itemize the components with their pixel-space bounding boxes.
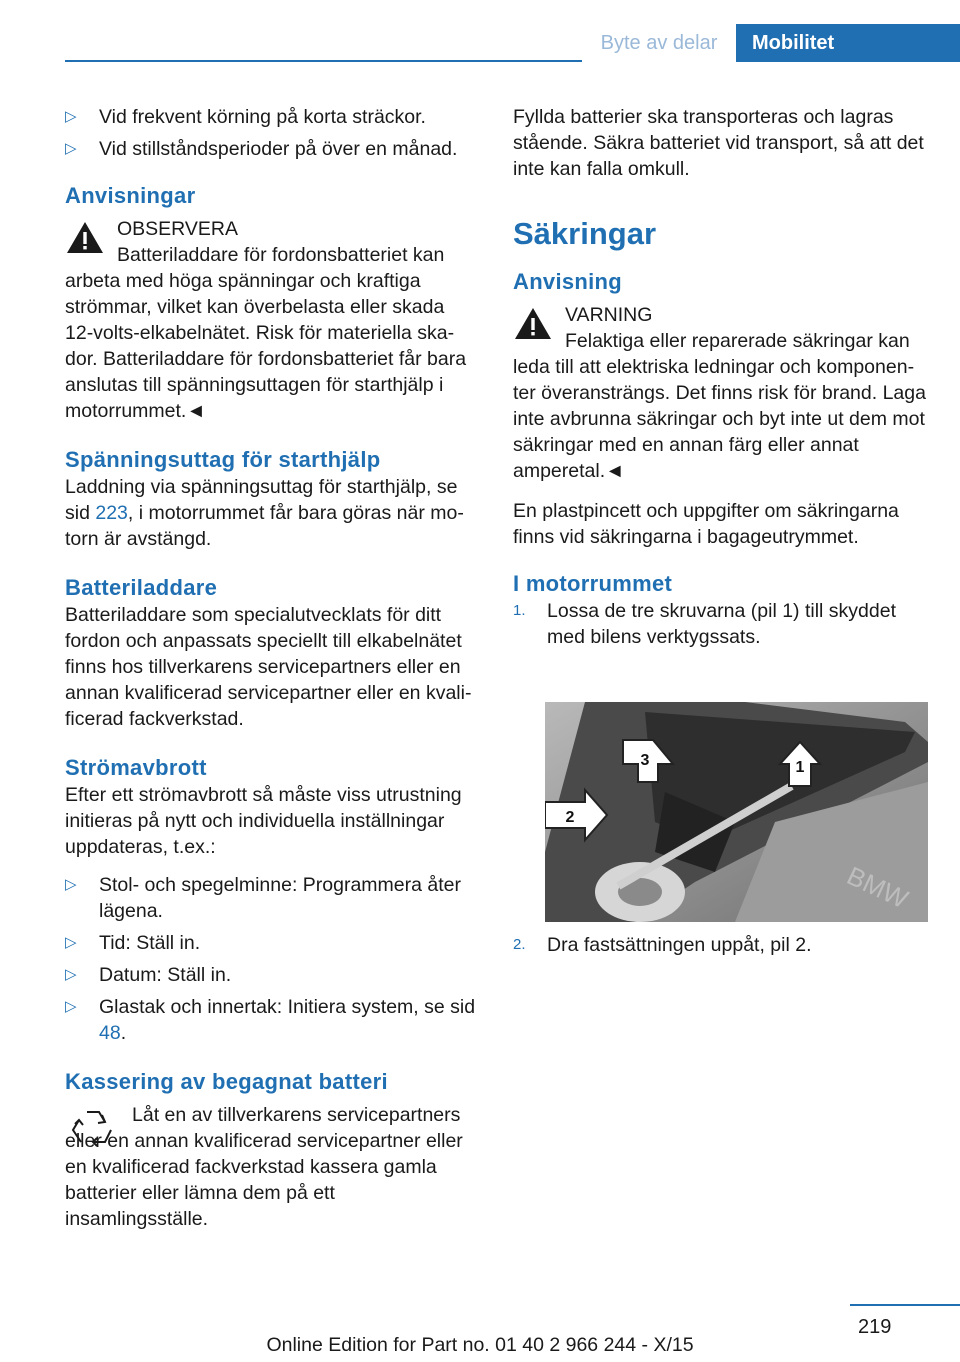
list-item: ▷ Vid stillståndsperioder på över en månad. [65,138,458,160]
recycle-box [65,1102,479,1232]
recycle-icon [65,1102,121,1158]
page-number: 219 [858,1316,892,1338]
warning-triangle-icon [513,306,553,342]
bullet-triangle-icon: ▷ [65,966,77,983]
engine-bay-image [545,702,928,922]
bullet-triangle-icon: ▷ [65,998,77,1015]
list-item: ▷ Vid frekvent körning på korta sträckor. [65,106,426,128]
warning-triangle-icon [65,220,105,256]
list-item: ▷ Datum: Ställ in. [65,964,232,986]
step-number: 2. [513,936,526,953]
paragraph-plastpincett: En plastpincett och uppgifter om säkringarna finns vid säkringarna i bagageutrymmet. [513,500,899,548]
bullet-triangle-icon: ▷ [65,934,77,951]
step-item [513,598,927,650]
bullet-triangle-icon: ▷ [65,140,77,157]
heading-spanningsuttag: Spänningsuttag för starthjälp [65,447,381,472]
warning-box [65,216,479,424]
header-chapter-tab[interactable]: Mobilitet [736,24,960,62]
list-item: ▷ Stol- och spegelminne: Programmera åter lägena. [65,874,461,922]
right-column [513,104,927,650]
list-item: ▷ Tid: Ställ in. [65,932,201,954]
heading-kassering: Kassering av begagnat batteri [65,1069,388,1094]
engine-brand-text: BMW [842,860,913,915]
paragraph-kassering: Låt en av tillverkarens servicepartners eller en annan kvalificerad servicepartner eller en kvalificerad fackverkstad kassera gamla batterier eller lämna dem på ett insamlingsställe. [65,1104,463,1230]
heading-anvisningar: Anvisningar [65,183,196,208]
heading-batteriladdare: Batteriladdare [65,575,218,600]
warning-title: VARNING [565,304,653,326]
bullet-triangle-icon: ▷ [65,108,77,125]
paragraph-batteriladdare: Batteriladdare som specialutvecklats för ditt fordon och anpassats speciellt till elkabelnätet finns hos tillverkarens servicepartners eller en annan kvalificerad servicepartner eller en kvalificerad fackverkstad. [65,604,472,730]
heading-sakringar: Säkringar [513,216,657,251]
header-section-tab[interactable]: Byte av delar [582,24,736,62]
heading-anvisning: Anvisning [513,269,623,294]
step-text: Dra fastsättningen uppåt, pil 2. [547,934,812,956]
step-number: 1. [513,602,526,619]
svg-text:2: 2 [565,809,575,826]
step-text: Lossa de tre skruvarna (pil 1) till skyddet med bilens verktygssats. [547,600,896,648]
paragraph-stromavbrott: Efter ett strömavbrott så måste viss utrustning initieras på nytt och individuella inställningar uppdateras, t.ex.: [65,784,462,858]
page-link-48[interactable]: 48 [99,1022,121,1044]
warning-text: Batteriladdare för fordonsbatteriet kan arbeta med höga spänningar och kraftiga strömmar, vilket kan överbelasta eller skada 12‑volts‑elkabelnätet. Risk för materiella skador. Batteriladdare för fordonsbatteriet får bara anslutas till spänningsuttagen för starthjälp i motorrummet.◄ [65,244,467,422]
warning-title: OBSERVERA [117,218,239,240]
warning-box [513,302,927,484]
svg-text:3: 3 [640,752,650,769]
heading-motorrum: I motorrummet [513,571,673,596]
step-list-continued [513,932,927,958]
svg-text:1: 1 [795,759,805,776]
paragraph-transport: Fyllda batterier ska transporteras och lagras stående. Säkra batteriet vid transport, så att det inte kan falla omkull. [513,106,924,180]
edition-footer: Online Edition for Part no. 01 40 2 966 244 - X/15 [266,1334,694,1356]
step-item [513,932,927,958]
warning-text: Felaktiga eller reparerade säkringar kan leda till att elektriska ledningar och komponenter överansträngs. Det finns risk för brand. Laga inte avbrunna säkringar och byt inte ut dem mot säkringar med en annan färg eller annat amperetal.◄ [513,330,926,482]
paragraph-spanningsuttag: Laddning via spänningsuttag för starthjälp, se sid 223, i motorrummet får bara göras när motorn är avstängd. [65,476,464,550]
page-link-223[interactable]: 223 [95,502,128,524]
heading-stromavbrott: Strömavbrott [65,755,207,780]
bullet-triangle-icon: ▷ [65,876,77,893]
footer-rule [850,1304,960,1306]
left-column [65,104,479,1232]
list-item: ▷ Glastak och innertak: Initiera system, se sid 48. [65,996,476,1044]
